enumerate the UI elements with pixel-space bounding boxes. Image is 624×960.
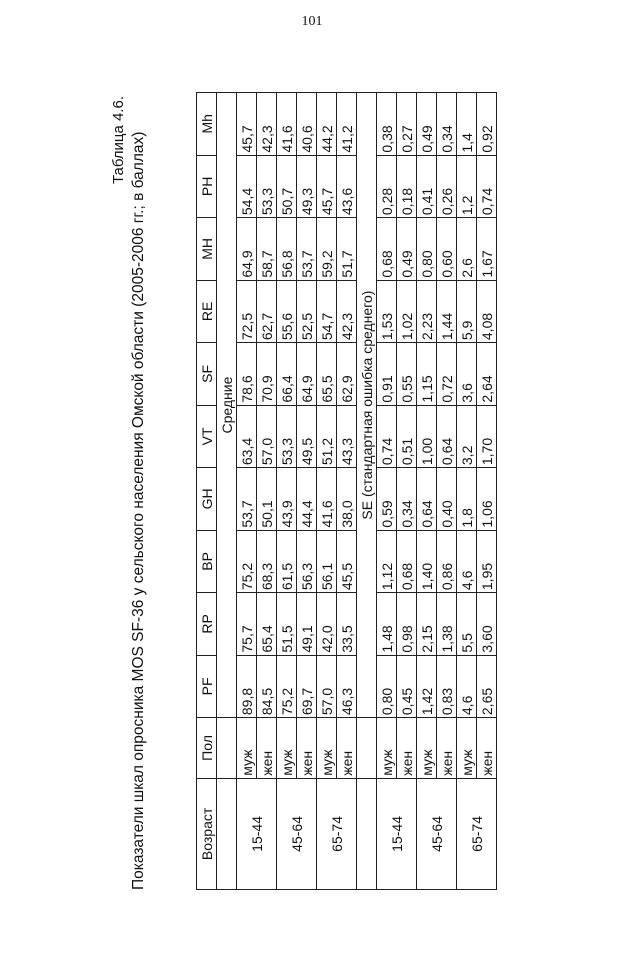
column-header: Mh <box>197 93 217 156</box>
value-cell: 41,6 <box>277 93 297 156</box>
value-cell: 1,70 <box>477 405 497 468</box>
value-cell: 63,4 <box>237 405 257 468</box>
value-cell: 43,3 <box>337 405 357 468</box>
value-cell: 1,15 <box>417 343 437 406</box>
value-cell: 62,7 <box>257 280 277 343</box>
value-cell: 0,49 <box>417 93 437 156</box>
value-cell: 0,45 <box>397 655 417 718</box>
age-cell: 15-44 <box>237 778 277 889</box>
value-cell: 0,64 <box>417 468 437 531</box>
column-header: RE <box>197 280 217 343</box>
value-cell: 0,34 <box>397 468 417 531</box>
value-cell: 72,5 <box>237 280 257 343</box>
value-cell: 0,83 <box>437 655 457 718</box>
value-cell: 53,3 <box>257 155 277 218</box>
table-row <box>397 93 417 890</box>
value-cell: 2,6 <box>457 218 477 281</box>
age-cell: 15-44 <box>377 778 417 889</box>
value-cell: 1,8 <box>457 468 477 531</box>
value-cell: 65,4 <box>257 593 277 656</box>
value-cell: 68,3 <box>257 530 277 593</box>
sex-cell: муж <box>317 718 337 779</box>
value-cell: 53,7 <box>297 218 317 281</box>
value-cell: 40,6 <box>297 93 317 156</box>
column-header: RP <box>197 593 217 656</box>
column-header: SF <box>197 343 217 406</box>
value-cell: 41,2 <box>337 93 357 156</box>
age-cell: 45-64 <box>277 778 317 889</box>
value-cell: 49,1 <box>297 593 317 656</box>
value-cell: 64,9 <box>297 343 317 406</box>
column-header: PH <box>197 155 217 218</box>
value-cell: 0,34 <box>437 93 457 156</box>
value-cell: 45,7 <box>317 155 337 218</box>
value-cell: 61,5 <box>277 530 297 593</box>
value-cell: 5,5 <box>457 593 477 656</box>
column-header: GH <box>197 468 217 531</box>
value-cell: 0,98 <box>397 593 417 656</box>
value-cell: 57,0 <box>257 405 277 468</box>
value-cell: 42,3 <box>337 280 357 343</box>
value-cell: 0,49 <box>397 218 417 281</box>
column-header: Возраст <box>197 778 217 889</box>
value-cell: 44,4 <box>297 468 317 531</box>
sex-cell: жен <box>337 718 357 779</box>
value-cell: 0,28 <box>377 155 397 218</box>
value-cell: 75,2 <box>277 655 297 718</box>
blank-cell <box>357 778 377 889</box>
value-cell: 1,48 <box>377 593 397 656</box>
value-cell: 1,00 <box>417 405 437 468</box>
value-cell: 51,5 <box>277 593 297 656</box>
table-row <box>457 93 477 890</box>
sex-cell: жен <box>297 718 317 779</box>
value-cell: 75,2 <box>237 530 257 593</box>
value-cell: 51,2 <box>317 405 337 468</box>
value-cell: 56,1 <box>317 530 337 593</box>
rotated-content <box>110 90 510 890</box>
value-cell: 0,18 <box>397 155 417 218</box>
value-cell: 0,68 <box>377 218 397 281</box>
value-cell: 75,7 <box>237 593 257 656</box>
column-header: VT <box>197 405 217 468</box>
value-cell: 41,6 <box>317 468 337 531</box>
blank-cell <box>217 718 237 779</box>
value-cell: 1,12 <box>377 530 397 593</box>
value-cell: 0,38 <box>377 93 397 156</box>
value-cell: 49,3 <box>297 155 317 218</box>
table-row <box>297 93 317 890</box>
value-cell: 0,91 <box>377 343 397 406</box>
value-cell: 56,3 <box>297 530 317 593</box>
table-title: Показатели шкал опросника MOS SF-36 у сельского населения Омской области (2005-2006 гг.; в баллах) <box>130 131 147 890</box>
age-cell: 65-74 <box>317 778 357 889</box>
value-cell: 1,40 <box>417 530 437 593</box>
value-cell: 0,86 <box>437 530 457 593</box>
value-cell: 1,02 <box>397 280 417 343</box>
value-cell: 0,64 <box>437 405 457 468</box>
value-cell: 0,72 <box>437 343 457 406</box>
value-cell: 0,27 <box>397 93 417 156</box>
table-row <box>417 93 437 890</box>
blank-cell <box>357 718 377 779</box>
age-cell: 45-64 <box>417 778 457 889</box>
value-cell: 0,68 <box>397 530 417 593</box>
table-row <box>277 93 297 890</box>
value-cell: 4,6 <box>457 530 477 593</box>
value-cell: 38,0 <box>337 468 357 531</box>
value-cell: 42,0 <box>317 593 337 656</box>
age-cell: 65-74 <box>457 778 497 889</box>
sex-cell: муж <box>377 718 397 779</box>
value-cell: 33,5 <box>337 593 357 656</box>
value-cell: 1,53 <box>377 280 397 343</box>
value-cell: 0,92 <box>477 93 497 156</box>
column-header: PF <box>197 655 217 718</box>
value-cell: 46,3 <box>337 655 357 718</box>
table-row <box>477 93 497 890</box>
value-cell: 84,5 <box>257 655 277 718</box>
value-cell: 44,2 <box>317 93 337 156</box>
value-cell: 1,42 <box>417 655 437 718</box>
value-cell: 4,08 <box>477 280 497 343</box>
sex-cell: муж <box>277 718 297 779</box>
value-cell: 52,5 <box>297 280 317 343</box>
value-cell: 1,4 <box>457 93 477 156</box>
value-cell: 0,60 <box>437 218 457 281</box>
value-cell: 59,2 <box>317 218 337 281</box>
value-cell: 54,4 <box>237 155 257 218</box>
value-cell: 1,06 <box>477 468 497 531</box>
value-cell: 0,74 <box>477 155 497 218</box>
column-header: BP <box>197 530 217 593</box>
section-title: Средние <box>217 93 237 718</box>
column-header: MH <box>197 218 217 281</box>
table-row <box>377 93 397 890</box>
value-cell: 3,6 <box>457 343 477 406</box>
value-cell: 50,1 <box>257 468 277 531</box>
value-cell: 51,7 <box>337 218 357 281</box>
section-title: SE (стандартная ошибка среднего) <box>357 93 377 718</box>
table-row <box>437 93 457 890</box>
value-cell: 2,23 <box>417 280 437 343</box>
value-cell: 70,9 <box>257 343 277 406</box>
table-row <box>317 93 337 890</box>
table-row <box>237 93 257 890</box>
value-cell: 3,2 <box>457 405 477 468</box>
table-number: Таблица 4.6. <box>110 96 127 185</box>
column-header: Пол <box>197 718 217 779</box>
value-cell: 1,67 <box>477 218 497 281</box>
value-cell: 5,9 <box>457 280 477 343</box>
value-cell: 1,2 <box>457 155 477 218</box>
value-cell: 54,7 <box>317 280 337 343</box>
value-cell: 4,6 <box>457 655 477 718</box>
section-row <box>357 93 377 890</box>
sex-cell: жен <box>437 718 457 779</box>
data-table <box>196 92 497 890</box>
value-cell: 50,7 <box>277 155 297 218</box>
value-cell: 65,5 <box>317 343 337 406</box>
value-cell: 0,55 <box>397 343 417 406</box>
value-cell: 55,6 <box>277 280 297 343</box>
value-cell: 0,51 <box>397 405 417 468</box>
value-cell: 1,38 <box>437 593 457 656</box>
sex-cell: муж <box>457 718 477 779</box>
sex-cell: жен <box>477 718 497 779</box>
value-cell: 58,7 <box>257 218 277 281</box>
value-cell: 43,6 <box>337 155 357 218</box>
value-cell: 53,7 <box>237 468 257 531</box>
header-row <box>197 93 217 890</box>
value-cell: 0,80 <box>377 655 397 718</box>
sex-cell: муж <box>237 718 257 779</box>
value-cell: 53,3 <box>277 405 297 468</box>
value-cell: 1,44 <box>437 280 457 343</box>
value-cell: 43,9 <box>277 468 297 531</box>
value-cell: 2,64 <box>477 343 497 406</box>
value-cell: 64,9 <box>237 218 257 281</box>
value-cell: 49,5 <box>297 405 317 468</box>
blank-cell <box>217 778 237 889</box>
sex-cell: жен <box>397 718 417 779</box>
table-row <box>337 93 357 890</box>
value-cell: 69,7 <box>297 655 317 718</box>
value-cell: 0,41 <box>417 155 437 218</box>
section-row <box>217 93 237 890</box>
value-cell: 0,80 <box>417 218 437 281</box>
value-cell: 57,0 <box>317 655 337 718</box>
value-cell: 45,5 <box>337 530 357 593</box>
value-cell: 56,8 <box>277 218 297 281</box>
value-cell: 89,8 <box>237 655 257 718</box>
sex-cell: муж <box>417 718 437 779</box>
value-cell: 66,4 <box>277 343 297 406</box>
sex-cell: жен <box>257 718 277 779</box>
value-cell: 78,6 <box>237 343 257 406</box>
value-cell: 3,60 <box>477 593 497 656</box>
value-cell: 62,9 <box>337 343 357 406</box>
value-cell: 0,40 <box>437 468 457 531</box>
value-cell: 2,65 <box>477 655 497 718</box>
value-cell: 2,15 <box>417 593 437 656</box>
page-number: 101 <box>301 14 323 29</box>
value-cell: 42,3 <box>257 93 277 156</box>
value-cell: 0,26 <box>437 155 457 218</box>
value-cell: 0,74 <box>377 405 397 468</box>
table-row <box>257 93 277 890</box>
value-cell: 0,59 <box>377 468 397 531</box>
value-cell: 1,95 <box>477 530 497 593</box>
value-cell: 45,7 <box>237 93 257 156</box>
